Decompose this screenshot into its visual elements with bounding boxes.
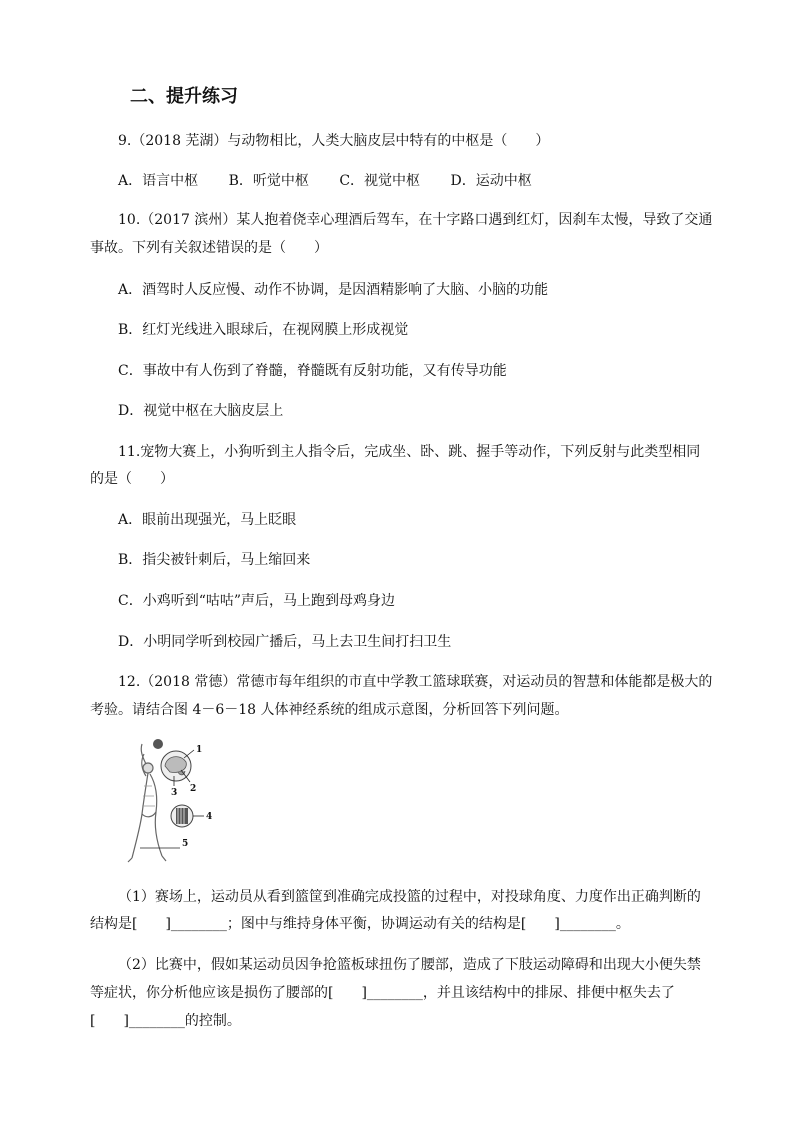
nervous-system-figure [118,736,228,866]
q12-sub2-line3: [ ]________的控制。 [90,1013,241,1029]
q9-option-a: A．语言中枢 [118,173,199,189]
figure-label-4: 4 [206,812,213,822]
q11-stem-line1: 11.宠物大赛上，小狗听到主人指令后，完成坐、卧、跳、握手等动作，下列反射与此类型相同 [118,444,701,460]
q11-option-c: C．小鸡听到“咕咕”声后，马上跑到母鸡身边 [118,593,396,609]
q10-stem-line1: 10.（2017 滨州）某人抱着侥幸心理酒后驾车，在十字路口遇到红灯，因刹车太慢，导致了交通 [118,212,713,228]
q10-option-b: B．红灯光线进入眼球后，在视网膜上形成视觉 [118,322,409,338]
q10-option-c: C．事故中有人伤到了脊髓，脊髓既有反射功能，又有传导功能 [118,363,507,379]
section-title: 二、提升练习 [130,86,238,107]
q9-option-b: B．听觉中枢 [228,173,309,189]
q11-option-b: B．指尖被针刺后，马上缩回来 [118,552,311,568]
basketball-player-illustration [128,744,166,862]
figure-label-3: 3 [171,788,178,798]
q9-option-d: D．运动中枢 [450,173,532,189]
q12-stem-line2: 考验。请结合图 4－6－18 人体神经系统的组成示意图，分析回答下列问题。 [90,702,569,718]
q10-stem-line2: 事故。下列有关叙述错误的是（ ） [90,240,328,256]
q9-options [118,172,748,190]
q11-option-a: A．眼前出现强光，马上眨眼 [118,512,297,528]
q11-stem-line2: 的是（ ） [90,471,174,487]
q12-sub2-line1: （2）比赛中，假如某运动员因争抢篮板球扭伤了腰部，造成了下肢运动障碍和出现大小便失禁 [118,957,701,973]
basketball-icon [153,739,163,749]
figure-label-1: 1 [196,745,203,755]
q11-option-d: D．小明同学听到校园广播后，马上去卫生间打扫卫生 [118,634,452,650]
q9-stem: 9.（2018 芜湖）与动物相比，人类大脑皮层中特有的中枢是（ ） [118,133,550,149]
q10-option-a: A．酒驾时人反应慢、动作不协调，是因酒精影响了大脑、小脑的功能 [118,282,549,298]
figure-label-5: 5 [182,839,189,849]
q10-option-d: D．视觉中枢在大脑皮层上 [118,403,284,419]
figure-label-2: 2 [190,784,197,794]
q12-sub2-line2: 等症状，你分析他应该是损伤了腰部的[ ]________，并且该结构中的排尿、排便中枢失去了 [90,985,675,1001]
q9-option-c: C．视觉中枢 [339,173,421,189]
q12-stem-line1: 12.（2018 常德）常德市每年组织的市直中学教工篮球联赛，对运动员的智慧和体能都是极大的 [118,674,713,690]
q12-sub1-line1: （1）赛场上，运动员从看到篮筐到准确完成投篮的过程中，对投球角度、力度作出正确判断的 [118,889,701,905]
q12-sub1-line2: 结构是[ ]________；图中与维持身体平衡，协调运动有关的结构是[ ]________。 [90,916,630,932]
